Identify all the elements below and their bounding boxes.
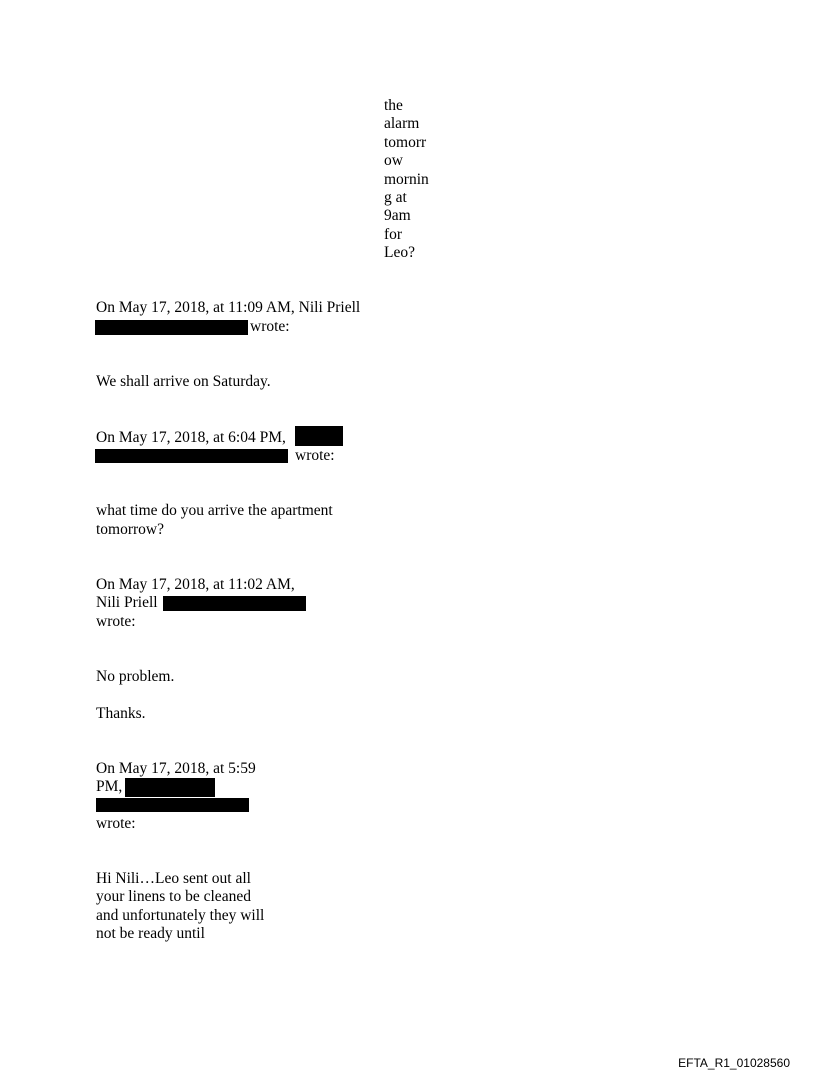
redaction-box [95,320,248,335]
document-id-footer: EFTA_R1_01028560 [678,1056,790,1070]
msg4-header-line1: On May 17, 2018, at 5:59 [96,760,256,777]
fragment-line: mornin [384,170,429,188]
redaction-box [96,798,249,812]
msg2-body-line: tomorrow? [96,521,165,538]
redaction-box [163,596,306,611]
msg2-wrote: wrote: [295,447,335,464]
fragment-line: 9am [384,207,411,225]
msg4-body-line: not be ready until [96,925,205,942]
msg1-header: On May 17, 2018, at 11:09 AM, Nili Priell [96,299,361,316]
msg2-body-line: what time do you arrive the apartment [96,502,333,519]
msg1-wrote: wrote: [250,318,290,335]
fragment-line: tomorr [384,133,427,151]
msg1-body: We shall arrive on Saturday. [96,373,271,390]
redaction-box [125,778,215,797]
fragment-line: alarm [384,115,420,133]
msg3-header: On May 17, 2018, at 11:02 AM, [96,576,295,593]
msg3-body2: Thanks. [96,705,146,722]
msg3-body1: No problem. [96,668,175,685]
msg4-header-line2: PM, [96,778,123,795]
msg3-name: Nili Priell [96,594,158,611]
message-fragment-column [384,97,444,263]
msg2-header: On May 17, 2018, at 6:04 PM, [96,429,286,446]
fragment-line: ow [384,152,403,170]
redaction-box [295,426,343,446]
msg4-body-line: and unfortunately they will [96,907,265,924]
fragment-line: for [384,225,403,243]
msg4-body-line: your linens to be cleaned [96,888,251,905]
msg3-wrote: wrote: [96,613,136,630]
fragment-line: the [384,97,403,114]
redaction-box [95,449,288,463]
msg4-body-line: Hi Nili…Leo sent out all [96,870,251,887]
msg4-wrote: wrote: [96,815,136,832]
fragment-line: g at [384,189,407,207]
fragment-line: Leo? [384,244,415,262]
